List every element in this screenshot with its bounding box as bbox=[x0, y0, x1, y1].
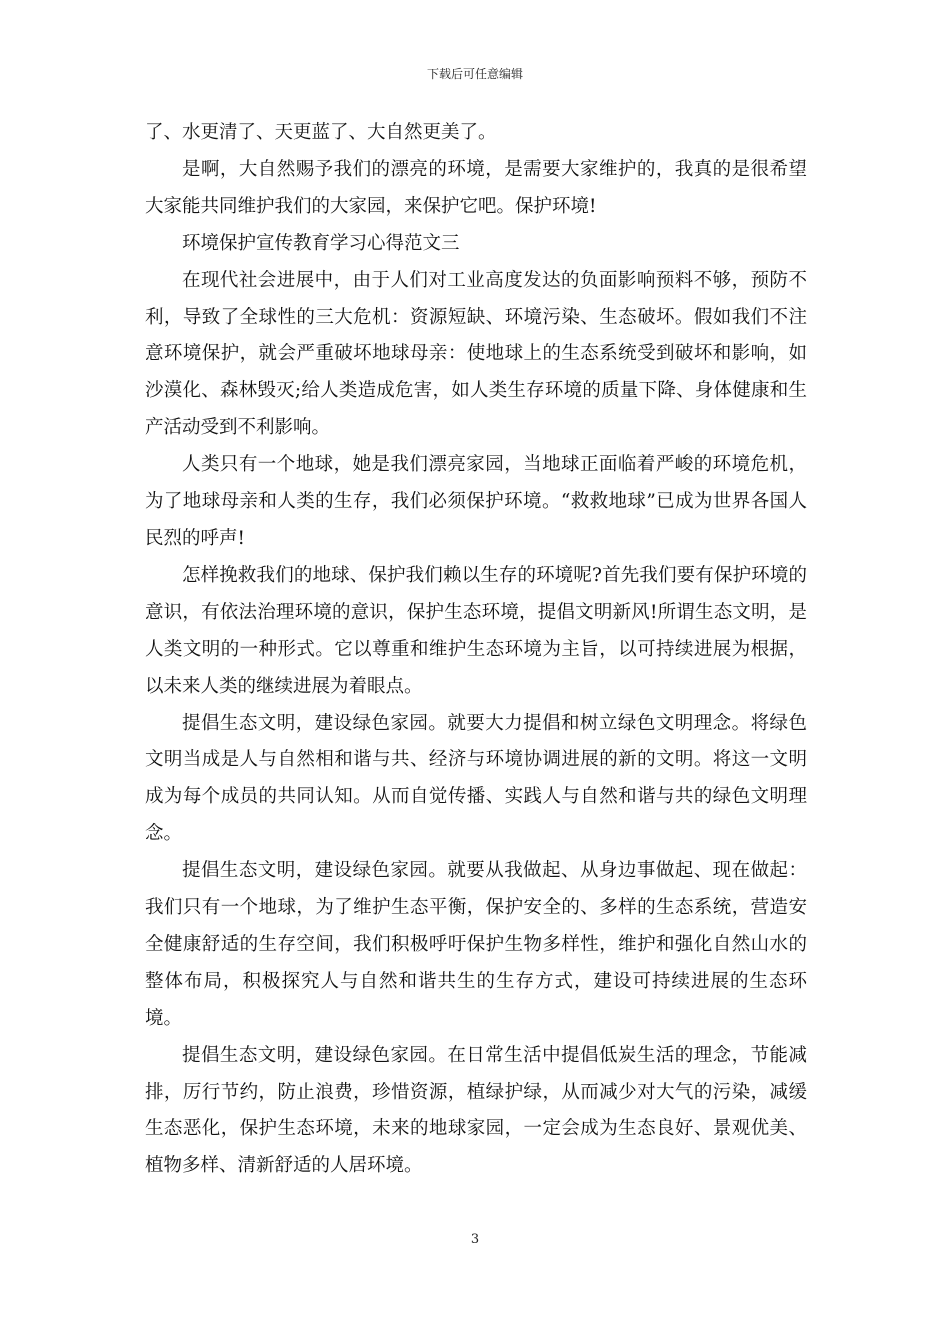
section-title: 环境保护宣传教育学习心得范文三 bbox=[182, 232, 460, 254]
page-header: 下载后可任意编辑 bbox=[426, 67, 523, 81]
paragraph: 在现代社会进展中，由于人们对工业高度发达的负面影响预料不够，预防不利，导致了全球性的三大危机：资源短缺、环境污染、生态破坏。假如我们不注意环境保护，就会严重破坏地球母亲：使地球上的生态系统受到破坏和影响，如沙漠化、森林毁灭;给人类造成危害，如人类生存环境的质量下降、身体健康和生产活动受到不利影响。 bbox=[145, 269, 807, 439]
paragraph-continuation: 了、水更清了、天更蓝了、大自然更美了。 bbox=[145, 122, 497, 143]
paragraph: 怎样挽救我们的地球、保护我们赖以生存的环境呢?首先我们要有保护环境的意识，有依法治理环境的意识，保护生态环境，提倡文明新风!所谓生态文明，是人类文明的一种形式。它以尊重和维护生态环境为主旨，以可持续进展为根据，以未来人类的继续进展为着眼点。 bbox=[145, 564, 807, 697]
paragraph: 提倡生态文明，建设绿色家园。就要大力提倡和树立绿色文明理念。将绿色文明当成是人与自然相和谐与共、经济与环境协调进展的新的文明。将这一文明成为每个成员的共同认知。从而自觉传播、实践人与自然和谐与共的绿色文明理念。 bbox=[145, 712, 807, 845]
document-body bbox=[145, 115, 807, 1185]
paragraph: 提倡生态文明，建设绿色家园。就要从我做起、从身边事做起、现在做起：我们只有一个地球，为了维护生态平衡，保护安全的、多样的生态系统，营造安全健康舒适的生存空间，我们积极呼吁保护生物多样性，维护和强化自然山水的整体布局，积极探究人与自然和谐共生的生存方式，建设可持续进展的生态环境。 bbox=[145, 860, 807, 1029]
paragraph: 提倡生态文明，建设绿色家园。在日常生活中提倡低炭生活的理念，节能减排，厉行节约，防止浪费，珍惜资源，植绿护绿，从而减少对大气的污染，减缓生态恶化，保护生态环境，未来的地球家园，一定会成为生态良好、景观优美、植物多样、清新舒适的人居环境。 bbox=[145, 1044, 807, 1177]
page-number: 3 bbox=[470, 1232, 480, 1247]
paragraph: 是啊，大自然赐予我们的漂亮的环境，是需要大家维护的，我真的是很希望大家能共同维护我们的大家园，来保护它吧。保护环境! bbox=[145, 158, 807, 217]
paragraph: 人类只有一个地球，她是我们漂亮家园，当地球正面临着严峻的环境危机，为了地球母亲和人类的生存，我们必须保护环境。“救救地球”已成为世界各国人民烈的呼声! bbox=[145, 454, 807, 549]
